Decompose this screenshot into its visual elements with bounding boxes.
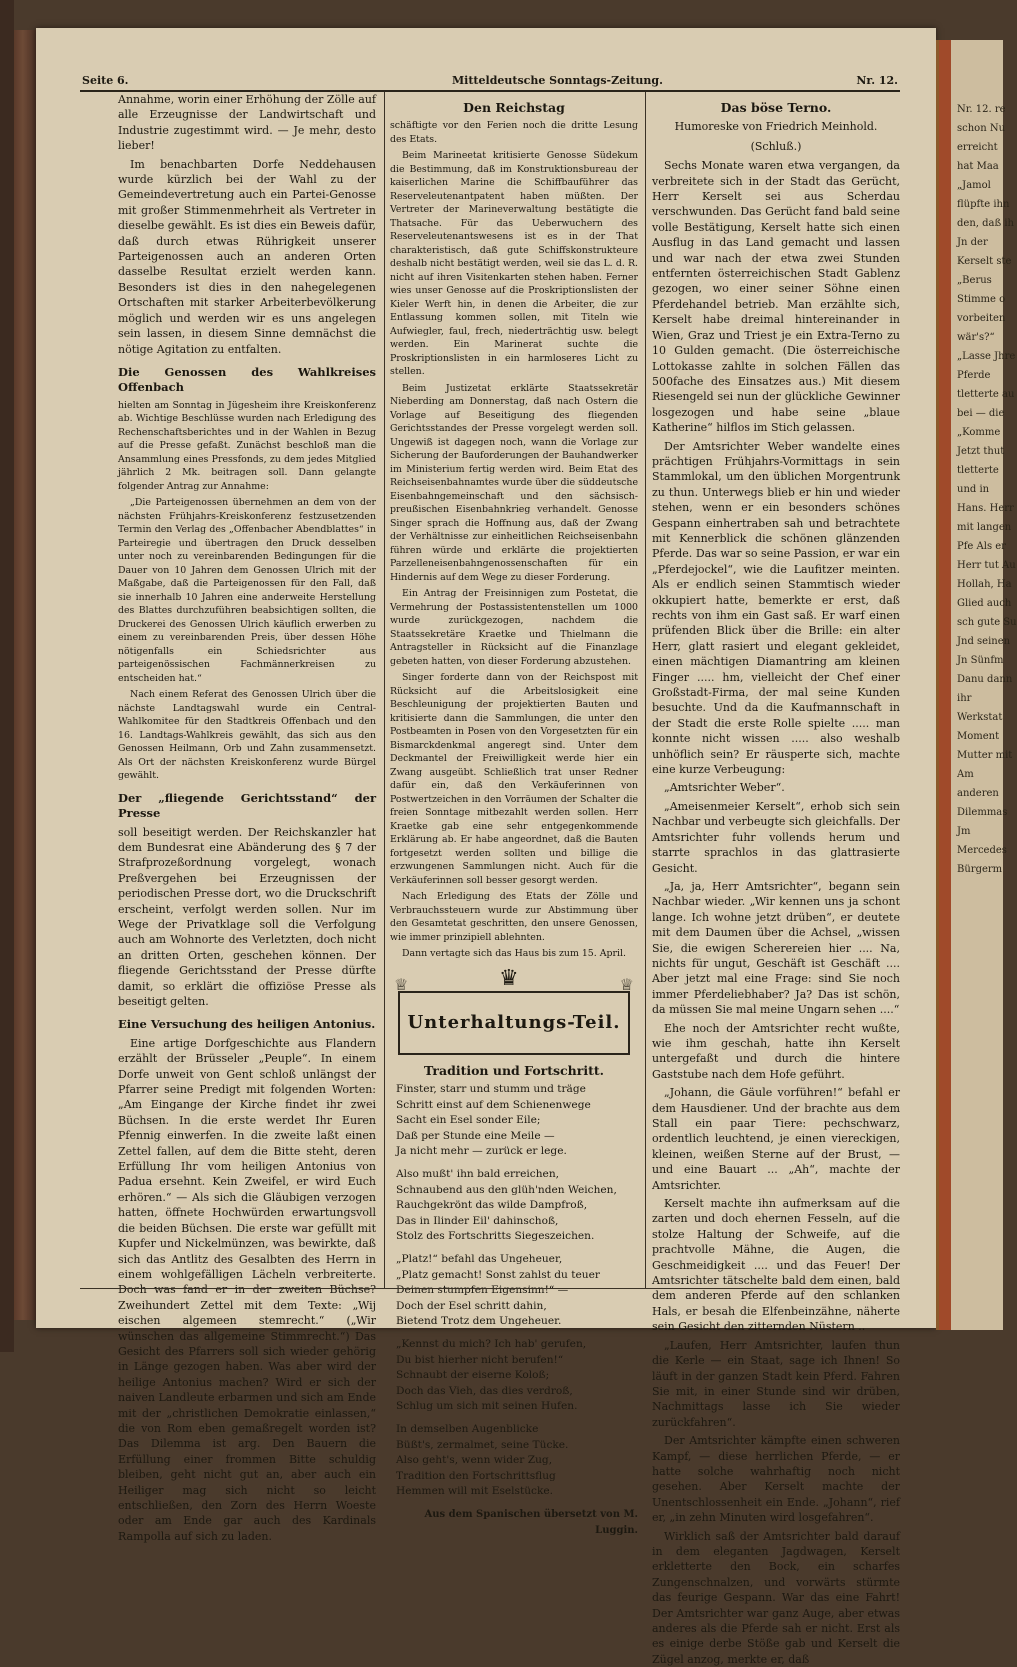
paragraph: Singer forderte dann von der Reichspost mit Rücksicht auf die Arbeitslosigkeit eine Beschleunigung der projektierten Bauten und kritisierte dann die Sammlungen, die unter den Postbeamten in Posen von den Vorgesetzten für ein Bismarckdenkmal angeregt sind. Unter dem Deckmantel der Freiwilligkeit werde hier ein Zwang ausgeübt. Schließlich trat unser Redner dafür ein, daß den Verkäuferinnen von Postwertzeichen in den Vorräumen der Schalter die freien Sonntage mitbezahlt werden sollen. Herr Kraetke gab eine sehr entgegenkommende Erklärung ab. Er habe angeordnet, daß die Bauten fortgesetzt werden sollten und billige die erzwungenen Sammlungen nicht. Auch für die Verkäuferinnen soll besser gesorgt werden.: [390, 672, 638, 886]
poem-line: Also geht's, wenn wider Zug,: [396, 1454, 553, 1467]
issue-number: Nr. 12.: [856, 74, 898, 87]
poem-line: Stolz des Fortschritts Siegeszeichen.: [396, 1229, 595, 1242]
adjacent-page-edge: [936, 40, 1017, 1330]
paragraph: hielten am Sonntag in Jügesheim ihre Kreiskonferenz ab. Wichtige Beschlüsse wurden nach Erledigung des Rechenschaftsberichtes und in der Wahlen in Bezug auf die Presse gefaßt. Zunächst beschloß man die Ansammlung eines Pressfonds, zu dem jedes Mitglied jährlich 2 Mk. beitragen soll. Dann gelangte folgender Antrag zur Annahme:: [118, 399, 376, 492]
newspaper-title: Mitteldeutsche Sonntags-Zeitung.: [452, 74, 663, 87]
adjacent-page-red-edge: [939, 40, 951, 1330]
poem-line: „Platz gemacht! Sonst zahlst du teuer: [396, 1268, 600, 1281]
paragraph: Ehe noch der Amtsrichter recht wußte, wie ihm geschah, hatte ihn Kerselt untergefaßt und durch die hintere Gaststube nach dem Hofe geführt.: [652, 1021, 900, 1081]
poem-line: Finster, starr und stumm und träge: [396, 1083, 586, 1096]
column-right: [652, 92, 900, 1666]
page-header: [82, 74, 898, 90]
column-middle: [390, 92, 638, 1536]
poem-line: Hemmen will mit Eselstücke.: [396, 1485, 554, 1498]
poem-line: Daß per Stunde eine Meile —: [396, 1129, 555, 1142]
poem-stanza: [396, 1422, 638, 1499]
story-byline: Humoreske von Friedrich Meinhold.: [674, 120, 878, 134]
poem-line: Schnaubend aus den glüh'nden Weichen,: [396, 1183, 617, 1196]
translator-credit: Aus dem Spanischen übersetzt von M. Luggin.: [424, 1509, 638, 1536]
poem-line: Rauchgekrönt das wilde Dampfroß,: [396, 1199, 588, 1212]
paragraph: soll beseitigt werden. Der Reichskanzler hat dem Bundesrat eine Abänderung des § 7 der Strafprozeßordnung vorgelegt, wonach Preßvergehen bei Erzeugnissen der periodischen Presse dort, wo die Druckschrift erscheint, verfolgt werden sollen. Nur im Wege der Privatklage soll die Verfolgung auch am Wohnorte des Verletzten, doch nicht an dritten Orten, geschehen können. Der fliegende Gerichtsstand der Presse dürfte damit, so erklärt die offiziöse Presse als beseitigt gelten.: [118, 825, 376, 1008]
headline-reichstag: Den Reichstag: [463, 100, 565, 115]
poem-line: Sacht ein Esel sonder Eile;: [396, 1114, 541, 1127]
column-left: [118, 92, 376, 1543]
column-divider-2: [645, 92, 646, 1288]
headline-antonius: Eine Versuchung des heiligen Antonius.: [118, 1017, 376, 1032]
feuilleton-banner: [394, 965, 634, 1055]
paragraph: „Ja, ja, Herr Amtsrichter“, begann sein Nachbar wieder. „Wir kennen uns ja schont lange. Ich wohne jetzt drüben“, er deutete mit dem Daumen über die Achsel, „wissen Sie, die ewigen Scherereien hier .... Na, nichts für ungut, Geschäft ist Geschäft .... Aber jetzt mal eine Frage: sind Sie noch immer Pferdeliebhaber? Ja? Das ist schön, da müssen Sie mal meine Ungarn sehen ....“: [652, 879, 900, 1017]
quoted-resolution: „Die Parteigenossen übernehmen an dem von der nächsten Frühjahrs-Kreiskonferenz festzusetzenden Termin den Verlag des „Offenbacher Abendblattes“ in Parteiregie und übertragen den Druck desselben unter noch zu vereinbarenden Bedingungen für die Dauer von 10 Jahren dem Genossen Ulrich mit der Maßgabe, daß die Parteigenossen für den Fall, daß sie innerhalb 10 Jahren eine anderweite Herstellung des Blattes durchzuführen beabsichtigen sollten, die Druckerei des Genossen Ulrich käuflich erwerben zu einem zu vereinbarenden Preis, über dessen Höhe nötigenfalls ein Schiedsrichter aus parteigenössischen Fachmännerkreisen zu entscheiden hat.“: [118, 497, 376, 684]
poem-line: Ja nicht mehr — zurück er lege.: [396, 1144, 567, 1157]
poem-line: Doch das Vieh, das dies verdroß,: [396, 1384, 573, 1397]
poem-line: „Kennst du mich? Ich hab' gerufen,: [396, 1338, 587, 1351]
poem-line: Tradition den Fortschrittsflug: [396, 1469, 556, 1482]
book-spine: [14, 30, 36, 1320]
poem-line: Schnaubt der eiserne Koloß;: [396, 1369, 550, 1382]
paragraph: Beim Marineetat kritisierte Genosse Südekum die Bestimmung, daß im Konstruktionsbureau der kaiserlichen Marine die Schiffbauführer das Reserveleutenantpatent haben müßten. Der Vertreter der Marineverwaltung bestätigte die Thatsache. Für das Ueberwuchern des Reserveleutenantswesens ist es in der That charakteristisch, daß gute Schiffskonstrukteure deshalb nicht bestätigt werden, weil sie das L. d. R. nicht auf ihren Visitenkarten stehen haben. Ferner wies unser Genosse auf die Proskriptionslisten der Kieler Werft hin, in denen die Arbeiter, die zur Entlassung kommen sollen, mit Titeln wie Aufwiegler, faul, frech, niederträchtig usw. belegt werden. Ein Marinerat suchte die Proskriptionslisten in ein harmloseres Licht zu stellen.: [390, 150, 638, 378]
ornament-left-icon: ♕: [394, 974, 409, 994]
article-continuation: Annahme, worin einer Erhöhung der Zölle auf alle Erzeugnisse der Landwirtschaft und Industrie zugestimmt wird. — Je mehr, desto lieber!: [118, 93, 376, 153]
paragraph: „Laufen, Herr Amtsrichter, laufen thun die Kerle — ein Staat, sage ich Ihnen! So läuft in der ganzen Stadt kein Pferd. Fahren Sie mit, in einer Stunde sind wir drüben, Nachmittags lasse ich Sie wieder zurückfahren“.: [652, 1338, 900, 1429]
poem-line: Schlug um sich mit seinen Hufen.: [396, 1400, 578, 1413]
paragraph: „Amtsrichter Weber“.: [664, 781, 785, 795]
headline-gerichtsstand: Der „fliegende Gerichtsstand“ der Presse: [118, 790, 376, 821]
adjacent-page-text: Nr. 12. re schon Nu erreicht hat Maa „Jamol flüpfte ihn den, daß ih Jn der Kerselt ste „Berus Stimme o vorbeiten wär's?“ „Lasse Jhre Pferde tletterte au bei — die „Komme Jetzt thut tletterte und in Hans. Herr mit langen Pfe Als er Herr tut Au Hollah, Ha Glied auch sch gute Su Jnd seinen Jn Sünfm Danu dann ihr Werkstat Moment Mutter mit Am anderen Dilemmas Jm Mercedes Bürgerm: [957, 104, 1017, 875]
paragraph: Kerselt machte ihn aufmerksam auf die zarten und doch ehernen Fesseln, auf die stolze Haltung der Schweife, auf die prachtvolle Mähne, die Augen, die Geschmeidigkeit .... und das Feuer! Der Amtsrichter tätschelte bald dem einen, bald dem anderen Pferde auf den schlanken Hals, er besah die Elfenbeinzähne, näherte sein Gesicht den zitternden Nüstern ..: [652, 1197, 900, 1334]
poem-title: Tradition und Fortschritt.: [424, 1062, 604, 1078]
poem-line: Büßt's, zermalmet, seine Tücke.: [396, 1438, 569, 1451]
paragraph: „Ameisenmeier Kerselt“, erhob sich sein Nachbar und verbeugte sich gleichfalls. Der Amtsrichter fuhr vollends herum und starrte sprachlos in das glattrasierte Gesicht.: [652, 799, 900, 875]
poem-line: „Platz!“ befahl das Ungeheuer,: [396, 1253, 563, 1266]
paragraph: Sechs Monate waren etwa vergangen, da verbreitete sich in der Stadt das Gerücht, Herr Kerselt sei aus Scherdau verschwunden. Das Gerücht fand bald seine volle Bestätigung, Kerselt hatte sich einen Ausflug in das Land gemacht und lassen und war nach der etwa zwei Stunden entfernten österreichischen Stadt Gablenz gezogen, wo einer seiner Söhne einen Pferdehandel betrieb. Man erzählte sich, Kerselt habe dreimal hintereinander in Wien, Graz und Triest je ein Extra-Terno zu 10 Gulden gemacht. (Die österreichische Lottokasse zahlte in solchen Fällen das 500fache des Einsatzes aus.) Mit diesem Riesengeld sei nun der glückliche Gewinner losgezogen und habe seine „blaue Katherine“ hilflos im Stich gelassen.: [652, 159, 900, 435]
poem-stanza: [396, 1252, 638, 1329]
crown-ornament-icon: ♛: [499, 965, 519, 991]
poem-line: Bietend Trotz dem Ungeheuer.: [396, 1315, 562, 1327]
column-divider-1: [384, 92, 385, 1288]
feuilleton-title: Unterhaltungs-Teil.: [407, 1011, 621, 1033]
poem-stanza: [396, 1337, 638, 1414]
poem-line: Doch der Esel schritt dahin,: [396, 1299, 547, 1312]
poem-stanza: [396, 1167, 638, 1244]
paragraph: schäftigte vor den Ferien noch die dritte Lesung des Etats.: [390, 120, 638, 145]
page-number: Seite 6.: [82, 74, 129, 87]
ornament-right-icon: ♕: [619, 974, 634, 994]
headline-terno: Das böse Terno.: [720, 100, 832, 115]
paragraph: Der Amtsrichter Weber wandelte eines prächtigen Frühjahrs-Vormittags in sein Stammlokal, um den üblichen Morgentrunk zu thun. Unterwegs blieb er hin und wieder stehen, wenn er ein besonders schönes Gespann einhertraben sah und betrachtete mit Kennerblick die schönen glänzenden Pferde. Das war so seine Passion, er war ein „Pferdejockel“, wie die Laufitzer meinten. Als er endlich seinen Stammtisch wieder okkupiert hatte, bemerkte er erst, daß rechts von ihm ein Gast saß. Er warf einen prüfenden Blick über die Brille: ein alter Herr, glatt rasiert und elegant gekleidet, einen mächtigen Diamantring am kleinen Finger ..... hm, vielleicht der Chef einer Großstadt-Firma, der mal seine Kunden besuchte. Und da die Kaufmannschaft in der Stadt die erste Rolle spielte ..... man konnte nicht wissen ..... also weshalb unhöflich sein? Er räusperte sich, machte eine kurze Verbeugung:: [652, 439, 900, 777]
paragraph: Nach einem Referat des Genossen Ulrich über die nächste Landtagswahl wurde ein Central-Wahlkomitee für den Stadtkreis Offenbach und den 16. Landtags-Wahlkreis gewählt, das sich aus den Genossen Heilmann, Orb und Zahn zusammensetzt. Als Ort der nächsten Kreiskonferenz wurde Bürgel gewählt.: [118, 689, 376, 782]
poem-stanza: [396, 1082, 638, 1159]
poem-line: Also mußt' ihn bald erreichen,: [396, 1168, 560, 1181]
story-part: (Schluß.): [750, 139, 802, 153]
poem-line: In demselben Augenblicke: [396, 1423, 539, 1436]
poem-line: Das in Ilinder Eil' dahinschoß,: [396, 1214, 559, 1227]
paragraph: Dann vertagte sich das Haus bis zum 15. April.: [402, 948, 626, 960]
headline-wahlkreis-offenbach: Die Genossen des Wahlkreises Offenbach: [118, 364, 376, 395]
poem: [396, 1082, 638, 1499]
poem-line: Du bist hierher nicht berufen!“: [396, 1353, 564, 1366]
paragraph: Nach Erledigung des Etats der Zölle und Verbrauchssteuern wurde zur Abstimmung über den Gesamtetat geschritten, den unsere Genossen, wie immer prinzipiell ablehnten.: [390, 891, 638, 943]
paragraph: Beim Justizetat erklärte Staatssekretär Nieberding am Donnerstag, daß nach Ostern die Vorlage auf Beseitigung des fliegenden Gerichtsstandes der Presse vorgelegt werden soll. Ungewiß ist dagegen noch, wann die Vorlage zur Sicherung der Bauforderungen der Bauhandwerker im Ministerium fertig werden wird. Beim Etat des Reichseisenbahnamtes wurde über die süddeutsche Eisenbahngemeinschaft und den sächsisch-preußischen Eisenbahnkrieg verhandelt. Genosse Singer sprach die Hoffnung aus, daß der Zwang der Verhältnisse zur einheitlichen Reichseisenbahn führen würde und erklärte die projektierten Parzelleneisenbahngenossenschaften für ein Hindernis auf dem Wege zu dieser Forderung.: [390, 382, 638, 583]
paragraph: Ein Antrag der Freisinnigen zum Postetat, die Vermehrung der Postassistentenstellen um 1000 wurde zurückgezogen, nachdem die Staatssekretäre Kraetke und Thielmann die Antragsteller in Rücksicht auf die Finanzlage gebeten hatten, von dieser Forderung abzustehen.: [390, 588, 638, 667]
paragraph: Der Amtsrichter kämpfte einen schweren Kampf, — diese herrlichen Pferde, — er hatte solche wahrhaftig noch nicht gesehen. Aber Kerselt machte der Unentschlossenheit ein Ende. „Johann“, rief er, „in zehn Minuten wird losgefahren“.: [652, 1434, 900, 1525]
poem-line: Schritt einst auf dem Schienenwege: [396, 1098, 591, 1111]
paragraph: Eine artige Dorfgeschichte aus Flandern erzählt der Brüsseler „Peuple“. In einem Dorfe unweit von Gent schloß unlängst der Pfarrer seine Predigt mit folgenden Worten: „Am Eingange der Kirche findet ihr zwei Büchsen. In die erste werdet Ihr Euren Pfennig einwerfen. In die zweite laßt einen Zettel fallen, auf dem die Bitte steht, deren Erfüllung Ihr vom heiligen Antonius von Padua ersehnt. Kein Zweifel, er wird Euch erhören.“ — Als sich die Gläubigen verzogen hatten, öffnete Hochwürden erwartungsvoll die beiden Büchsen. Die erste war gefüllt mit Kupfer und Nickelmünzen, was bewirkte, daß sich das Antlitz des Gesalbten des Herrn in einem wohlgefälligen Lächeln verbreiterte. Doch was fand er in der zweiten Büchse? Zweihundert Zettel mit dem Texte: „Wij eischen algemeen stemrecht.“ („Wir wünschen das allgemeine Stimmrecht.“) Das Gesicht des Pfarrers soll sich wieder gehörig in Länge gezogen haben. Was aber wird der heilige Antonius machen? Wird er sich der naiven Landleute erbarmen und sich am Ende mit der „christlichen Demokratie einlassen,“ die von Rom eben gemaßregelt worden ist? Das Dilemma ist arg. Den Bauern die Erfüllung einer frommen Bitte schuldig bleiben, geht nicht gut an, aber auch ein Heiliger mag sich nicht so leicht entschließen, den Zorn des Herrn Woeste oder am Ende gar auch des Kardinals Rampolla auf sich zu laden.: [118, 1036, 376, 1543]
bottom-rule: [80, 1288, 900, 1289]
paragraph: „Johann, die Gäule vorführen!“ befahl er dem Hausdiener. Und der brachte aus dem Stall ein paar Tiere: pechschwarz, ordentlich leuchtend, je einen viereckigen, kleinen, weißen Sterne auf der Brust, — und eine Bauart ... „Ah“, machte der Amtsrichter.: [652, 1086, 900, 1192]
paragraph: Wirklich saß der Amtsrichter bald darauf in dem eleganten Jagdwagen, Kerselt erkletterte den Bock, ein scharfes Zungenschnalzen, und vorwärts stürmte das feurige Gespann. War das eine Fahrt! Der Amtsrichter war ganz Auge, aber etwas anderes als die Pferde sah er nicht. Erst als es einige derbe Stöße gab und Kerselt die Zügel anzog, merkte er, daß: [652, 1529, 900, 1666]
paragraph: Im benachbarten Dorfe Neddehausen wurde kürzlich bei der Wahl zu der Gemeindevertretung auch ein Partei-Genosse mit großer Stimmenmehrheit als Vertreter in dieselbe gewählt. Es ist dies ein Beweis dafür, daß durch etwas Rührigkeit unserer Parteigenossen auch an anderen Orten dasselbe Resultat erzielt werden kann. Besonders ist dies in den nahegelegenen Ortschaften mit starker Arbeiterbevölkerung möglich und werden wir es uns angelegen sein lassen, in diesem Sinne demnächst die nötige Agitation zu entfalten.: [118, 157, 376, 356]
poem-line: Deinen stumpfen Eigensinn!“ —: [396, 1284, 569, 1297]
book-binding: [0, 0, 14, 1352]
